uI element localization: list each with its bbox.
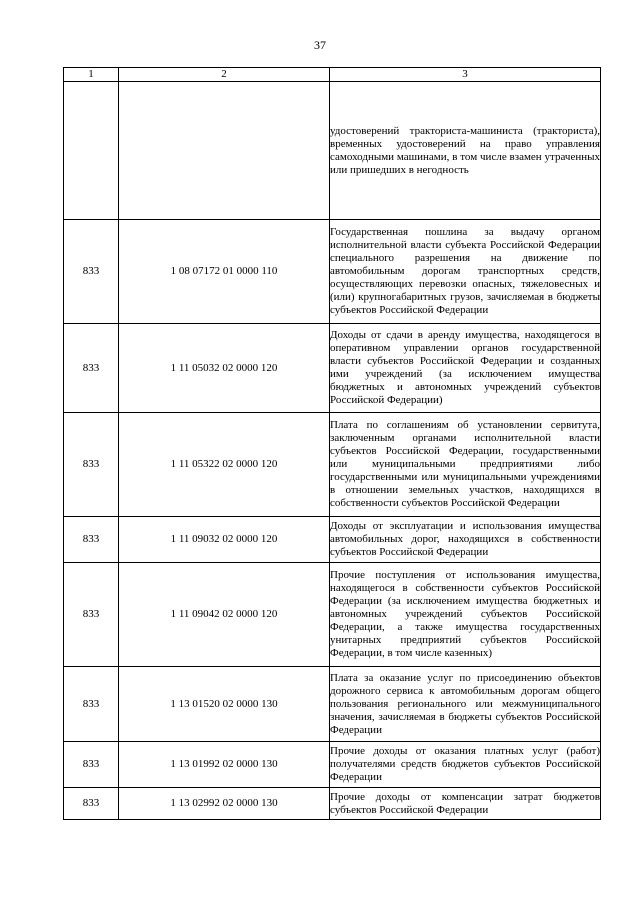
budget-code-cell: 1 13 01520 02 0000 130 [119,667,330,742]
budget-code-cell: 1 11 05032 02 0000 120 [119,324,330,413]
budget-code-cell [119,82,330,220]
table-row [64,82,601,220]
admin-code-cell: 833 [64,742,119,788]
budget-code-cell: 1 11 09032 02 0000 120 [119,517,330,563]
budget-code-cell: 1 13 01992 02 0000 130 [119,742,330,788]
admin-code-cell: 833 [64,220,119,324]
table-row [64,788,601,820]
budget-code-cell: 1 13 02992 02 0000 130 [119,788,330,820]
table-row [64,517,601,563]
admin-code-cell: 833 [64,788,119,820]
description-cell: Государственная пошлина за выдачу органом исполнительной власти субъекта Российской Федерации специального разрешения на движение по автомобильным дорогам транспортных средств, осуществляющих перевозки опасных, тяжеловесных и (или) крупногабаритных грузов, зачисляемая в бюджеты субъектов Российской Федерации [330,220,601,324]
admin-code-cell: 833 [64,413,119,517]
budget-code-cell: 1 08 07172 01 0000 110 [119,220,330,324]
description-cell: Доходы от эксплуатации и использования имущества автомобильных дорог, находящихся в собственности субъектов Российской Федерации [330,517,601,563]
description-cell: Плата по соглашениям об установлении сервитута, заключенным органами исполнительной власти субъектов Российской Федерации, государственными или муниципальными предприятиями либо государственными или муниципальными учреждениями в отношении земельных участков, находящихся в собственности субъектов Российской Федерации [330,413,601,517]
table-row [64,220,601,324]
admin-code-cell [64,82,119,220]
table-header-row [64,68,601,82]
table-row [64,742,601,788]
description-cell: Прочие поступления от использования имущества, находящегося в собственности субъектов Российской Федерации (за исключением имущества бюджетных и автономных учреждений субъектов Российской Федерации, а также имущества государственных унитарных предприятий субъектов Российской Федерации, в том числе казенных) [330,563,601,667]
admin-code-cell: 833 [64,667,119,742]
description-cell: Плата за оказание услуг по присоединению объектов дорожного сервиса к автомобильным дорогам общего пользования регионального или межмуниципального значения, зачисляемая в бюджеты субъектов Российской Федерации [330,667,601,742]
budget-code-cell: 1 11 05322 02 0000 120 [119,413,330,517]
column-header: 3 [330,68,601,82]
table-row [64,324,601,413]
admin-code-cell: 833 [64,324,119,413]
admin-code-cell: 833 [64,563,119,667]
admin-code-cell: 833 [64,517,119,563]
column-header: 2 [119,68,330,82]
description-cell: Доходы от сдачи в аренду имущества, находящегося в оперативном управлении органов государственной власти субъектов Российской Федерации и созданных ими учреждений (за исключением имущества бюджетных и автономных учреждений субъектов Российской Федерации) [330,324,601,413]
table-row [64,667,601,742]
page-number: 37 [314,38,326,52]
column-header: 1 [64,68,119,82]
revenue-codes-table [63,67,601,820]
description-cell: Прочие доходы от компенсации затрат бюджетов субъектов Российской Федерации [330,788,601,820]
description-cell: Прочие доходы от оказания платных услуг (работ) получателями средств бюджетов субъектов Российской Федерации [330,742,601,788]
table-row [64,563,601,667]
description-cell: удостоверений тракториста-машиниста (тракториста), временных удостоверений на право управления самоходными машинами, в том числе взамен утраченных или пришедших в негодность [330,82,601,220]
budget-code-cell: 1 11 09042 02 0000 120 [119,563,330,667]
table-row [64,413,601,517]
